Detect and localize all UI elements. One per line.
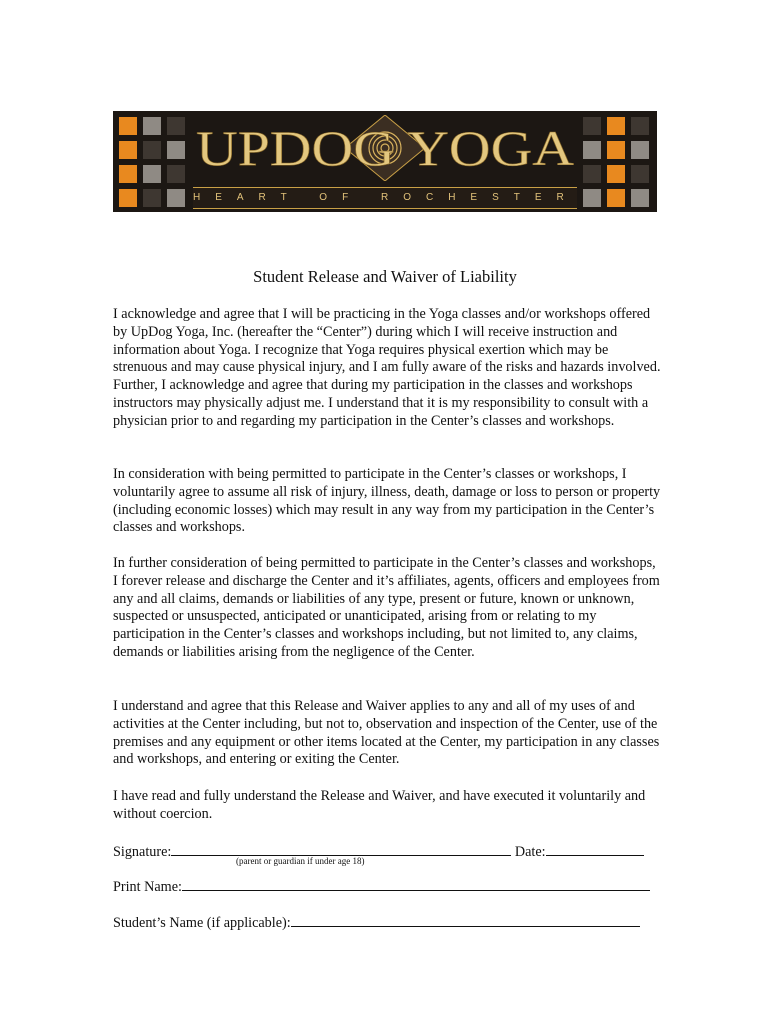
- student-name-field[interactable]: [291, 913, 640, 927]
- paragraph-scope: I understand and agree that this Release and Waiver applies to any and all of my uses of and activities at the Center including, but not to, observation and inspection of the Center, use of the premises and any equipment or other items located at the Center, my participation in any classes and workshops, and entering or exiting the Center.: [113, 698, 660, 768]
- paragraph-assumption-of-risk: In consideration with being permitted to participate in the Center’s classes or workshops, I voluntarily agree to assume all risk of injury, illness, death, damage or loss to person or property (including economic losses) which may result in any way from my participation in the Center’s classes and workshops.: [113, 466, 661, 536]
- logo-tile: [607, 141, 625, 159]
- logo-wordmark: [193, 115, 577, 181]
- logo-tile: [119, 117, 137, 135]
- logo-tile: [607, 117, 625, 135]
- logo-tile: [631, 141, 649, 159]
- logo-tile: [583, 117, 601, 135]
- logo-tile: [631, 117, 649, 135]
- logo-tile: [167, 141, 185, 159]
- signature-field[interactable]: [171, 842, 511, 856]
- date-field[interactable]: [546, 842, 644, 856]
- updog-yoga-logo: [113, 111, 657, 212]
- logo-tagline-bar: [193, 187, 577, 209]
- logo-tile: [143, 141, 161, 159]
- logo-tile: [143, 117, 161, 135]
- logo-tile: [607, 165, 625, 183]
- logo-tile: [143, 165, 161, 183]
- date-label: Date:: [514, 844, 546, 860]
- signature-note: (parent or guardian if under age 18): [236, 856, 365, 866]
- logo-tile: [607, 189, 625, 207]
- logo-tile: [167, 165, 185, 183]
- logo-tile: [583, 141, 601, 159]
- logo-tagline: HEART OF ROCHESTER: [193, 192, 579, 203]
- signature-row: [113, 842, 661, 861]
- logo-tile: [167, 117, 185, 135]
- logo-tile: [143, 189, 161, 207]
- logo-tile: [167, 189, 185, 207]
- print-name-field[interactable]: [182, 877, 650, 891]
- logo-tile: [583, 189, 601, 207]
- logo-tile: [119, 189, 137, 207]
- logo-tile: [119, 165, 137, 183]
- logo-name: UPDOG YOGA: [196, 120, 574, 176]
- paragraph-acknowledgement-final: I have read and fully understand the Release and Waiver, and have executed it voluntarily and without coercion.: [113, 788, 646, 822]
- paragraph-release: In further consideration of being permitted to participate in the Center’s classes and workshops, I forever release and discharge the Center and it’s affiliates, agents, officers and employees from any and all claims, demands or liabilities of any type, present or future, known or unknown, suspected or unsuspected, anticipated or unanticipated, arising from or relating to my participation in the Center’s classes and workshops including, but not limited to, any claims, demands or liabilities arising from the negligence of the Center.: [113, 555, 660, 660]
- logo-tile: [119, 141, 137, 159]
- print-name-label: Print Name:: [113, 879, 182, 895]
- logo-tile: [631, 165, 649, 183]
- paragraph-acknowledgement: I acknowledge and agree that I will be practicing in the Yoga classes and/or workshops offered by UpDog Yoga, Inc. (hereafter the “Center”) during which I will receive instruction and information about Yoga. I recognize that Yoga requires physical exertion which may be strenuous and may cause physical injury, and I am fully aware of the risks and hazards involved. Further, I acknowledge and agree that during my participation in the classes and workshops instructors may physically adjust me. I understand that it is my responsibility to consult with a physician prior to and regarding my participation in the Center’s classes and workshops.: [113, 306, 661, 429]
- document-title: Student Release and Waiver of Liability: [253, 267, 517, 286]
- logo-tile: [631, 189, 649, 207]
- logo-tile: [583, 165, 601, 183]
- student-name-row: [113, 913, 661, 932]
- student-name-label: Student’s Name (if applicable):: [113, 915, 291, 931]
- signature-label: Signature:: [113, 844, 172, 860]
- print-name-row: [113, 877, 661, 896]
